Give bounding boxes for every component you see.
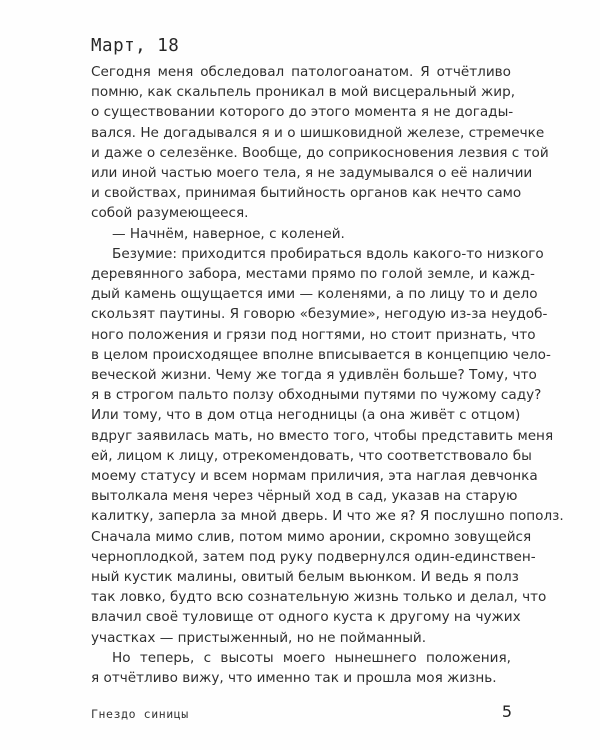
text-line: и свойствах, принимая бытийность органов как нечто само [91, 185, 522, 202]
text-line: вытолкала меня через чёрный ход в сад, указав на старую [91, 488, 518, 505]
text-line: в целом происходящее вполне вписывается в концепцию чело- [91, 346, 551, 363]
text-line: вался. Не догадывался я и о шишковидной железе, стремечке [91, 124, 545, 141]
text-line: влачил своё туловище от одного куста к другому на чужих [91, 609, 521, 626]
running-footer-title: Гнездо синицы [91, 707, 189, 721]
text-line: черноплодкой, затем под руку подвернулся один-единствен- [91, 548, 536, 565]
text-line: я в строгом пальто ползу обходными путями по чужому саду? [91, 387, 542, 404]
text-line: и даже о селезёнке. Вообще, до соприкосновения лезвия с той [91, 144, 549, 161]
text-line: собой разумеющееся. [91, 205, 249, 222]
text-line: так ловко, будто всю сознательную жизнь только и делал, что [91, 589, 547, 606]
text-line: участках — пристыженный, но не пойманный. [91, 629, 427, 646]
text-line: Сегодня меня обследовал патологоанатом. Я отчётливо [91, 64, 511, 80]
text-line: ный кустик малины, овитый белым вьюнком. И ведь я полз [91, 569, 519, 585]
text-line: скользят паутины. Я говорю «безумие», негодую из-за неудоб- [91, 306, 548, 323]
text-line: деревянного забора, местами прямо по голой земле, и кажд- [91, 266, 535, 282]
dialogue-line: — Начнём, наверное, с коленей. [112, 225, 345, 242]
text-line: я отчётливо вижу, что именно так и прошла моя жизнь. [91, 670, 497, 686]
text-line: Или тому, что в дом отца негодницы (а она живёт с отцом) [91, 407, 521, 424]
text-line: Сначала мимо слив, потом мимо аронии, скромно зовущейся [91, 528, 532, 545]
text-line: дый камень ощущается ими — коленями, а по лицу то и дело [91, 286, 538, 303]
text-line: вдруг заявилась мать, но вместо того, чтобы представить меня [91, 427, 554, 444]
text-line: о существовании которого до этого момента я не догады- [91, 104, 514, 121]
entry-date-heading: Март, 18 [91, 36, 180, 56]
text-line: ного положения и грязи под ногтями, но стоит признать, что [91, 326, 536, 343]
text-line: моему статусу и всем нормам приличия, эта наглая девчонка [91, 468, 538, 484]
text-line: помню, как скальпель проникал в мой висцеральный жир, [91, 84, 516, 101]
text-line: или иной частью моего тела, я не задумывался о её наличии [91, 165, 533, 181]
text-line: ей, лицом к лицу, отрекомендовать, что соответствовало бы [91, 447, 532, 464]
text-line: Безумие: приходится пробираться вдоль какого-то низкого [112, 245, 544, 262]
text-line: Но теперь, с высоты моего нынешнего положения, [112, 649, 511, 666]
page-number: 5 [501, 702, 512, 721]
text-line: веческой жизни. Чему же тогда я удивлён больше? Тому, что [91, 367, 537, 383]
text-line: калитку, заперла за мной дверь. И что же я? Я послушно пополз. [91, 508, 564, 525]
